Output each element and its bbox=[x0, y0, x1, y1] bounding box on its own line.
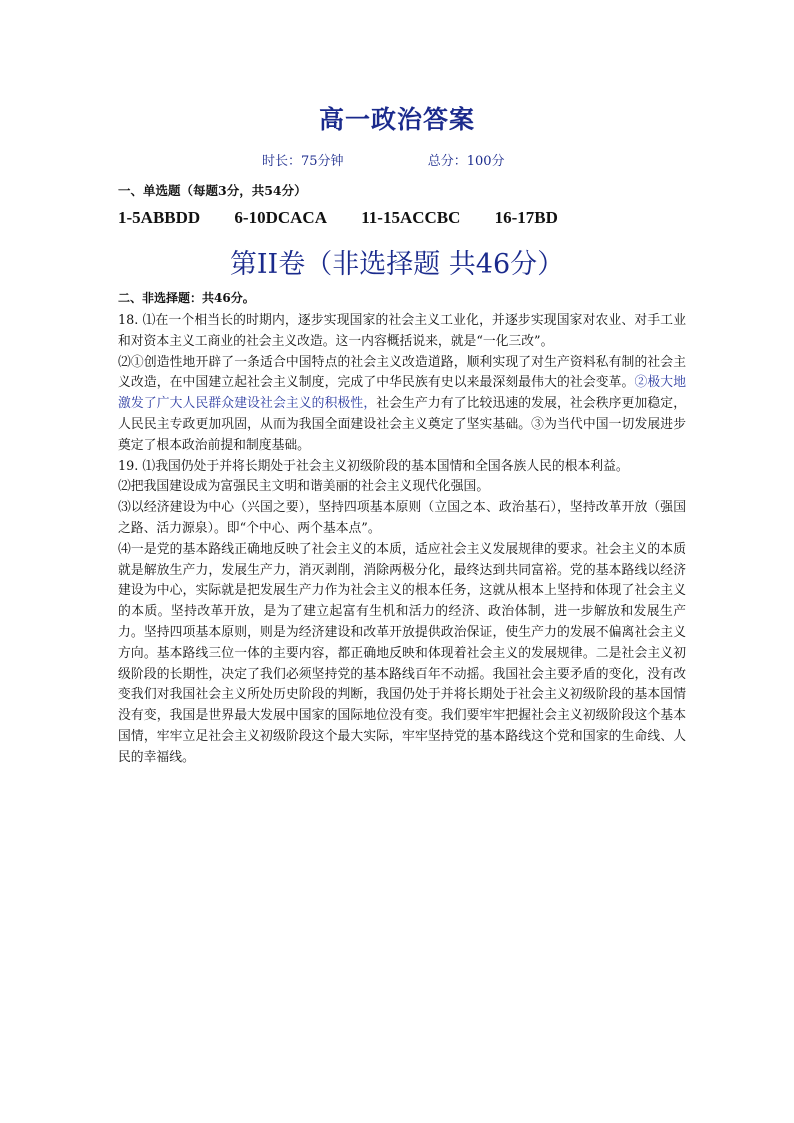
q19-part4: ⑷一是党的基本路线正确地反映了社会主义的本质，适应社会主义发展规律的要求。社会主义的本质就是解放生产力，发展生产力，消灭剥削，消除两极分化，最终达到共同富裕。党的基本路线以经济建设为中心，实际就是把发展生产力作为社会主义的根本任务，这就从根本上坚持和体现了社会主义的本质。坚持改革开放，是为了建立起富有生机和活力的经济、政治体制，进一步解放和发展生产力。坚持四项基本原则，则是为经济建设和改革开放提供政治保证，使生产力的发展不偏离社会主义方向。基本路线三位一体的主要内容，都正确地反映和体现着社会主义的发展规律。二是社会主义初级阶段的长期性，决定了我们必须坚持党的基本路线百年不动摇。我国社会主要矛盾的变化，没有改变我们对我国社会主义所处历史阶段的判断，我国仍处于并将长期处于社会主义初级阶段的基本国情没有变，我国是世界最大发展中国家的国际地位没有变。我们要牢牢把握社会主义初级阶段这个基本国情，牢牢立足社会主义初级阶段这个最大实际，牢牢坚持党的基本路线这个党和国家的生命线、人民的幸福线。 bbox=[118, 541, 686, 765]
q19-part1: 19. ⑴我国仍处于并将长期处于社会主义初级阶段的基本国情和全国各族人民的根本利益。 bbox=[118, 458, 629, 474]
q18-part1: 18. ⑴在一个相当长的时期内，逐步实现国家的社会主义工业化，并逐步实现国家对农业、对手工业和对资本主义工商业的社会主义改造。这一内容概括说来，就是“一化三改”。 bbox=[118, 313, 686, 349]
answer-group: 6-10DCACA bbox=[234, 208, 327, 227]
part2-title: 第II卷（非选择题 共46分） bbox=[229, 249, 565, 280]
q18-part2-c: 社会生产力有了比较迅速的发展，社会秩序更加稳定，人民民主专政更加巩固，从而为我国全面建设社会主义奠定了坚实基础。③为当代中国一切发展进步奠定了根本政治前提和制度基础。 bbox=[118, 396, 687, 453]
page-title: 高一政治答案 bbox=[318, 105, 475, 134]
section1-heading: 一、单选题（每题3分，共54分） bbox=[118, 183, 307, 198]
duration: 时长：75分钟 bbox=[262, 154, 344, 169]
answer-body bbox=[118, 311, 686, 769]
answer-key bbox=[118, 208, 588, 228]
q19-part3: ⑶以经济建设为中心（兴国之要），坚持四项基本原则（立国之本、政治基石），坚持改革开放（强国之路、活力源泉）。即“个中心、两个基本点”。 bbox=[118, 500, 686, 536]
answer-group: 11-15ACCBC bbox=[361, 208, 461, 227]
answer-group: 1-5ABBDD bbox=[118, 208, 201, 227]
q18-part2 bbox=[118, 353, 686, 457]
total-score: 总分：100分 bbox=[427, 154, 505, 169]
answer-group: 16-17BD bbox=[494, 208, 558, 227]
q18-part2-b: ②极大地激发了广大人民群众建设社会主义的积极性， bbox=[118, 375, 687, 412]
q18-part2-a: ⑵①创造性地开辟了一条适合中国特点的社会主义改造道路，顺利实现了对生产资料私有制的社会主义改造，在中国建立起社会主义制度，完成了中华民族有史以来最深刻最伟大的社会变革。 bbox=[118, 354, 686, 391]
q19-part2: ⑵把我国建设成为富强民主文明和谐美丽的社会主义现代化强国。 bbox=[118, 479, 490, 495]
exam-meta bbox=[262, 150, 505, 169]
section2-heading: 二、非选择题：共46分。 bbox=[118, 291, 255, 305]
